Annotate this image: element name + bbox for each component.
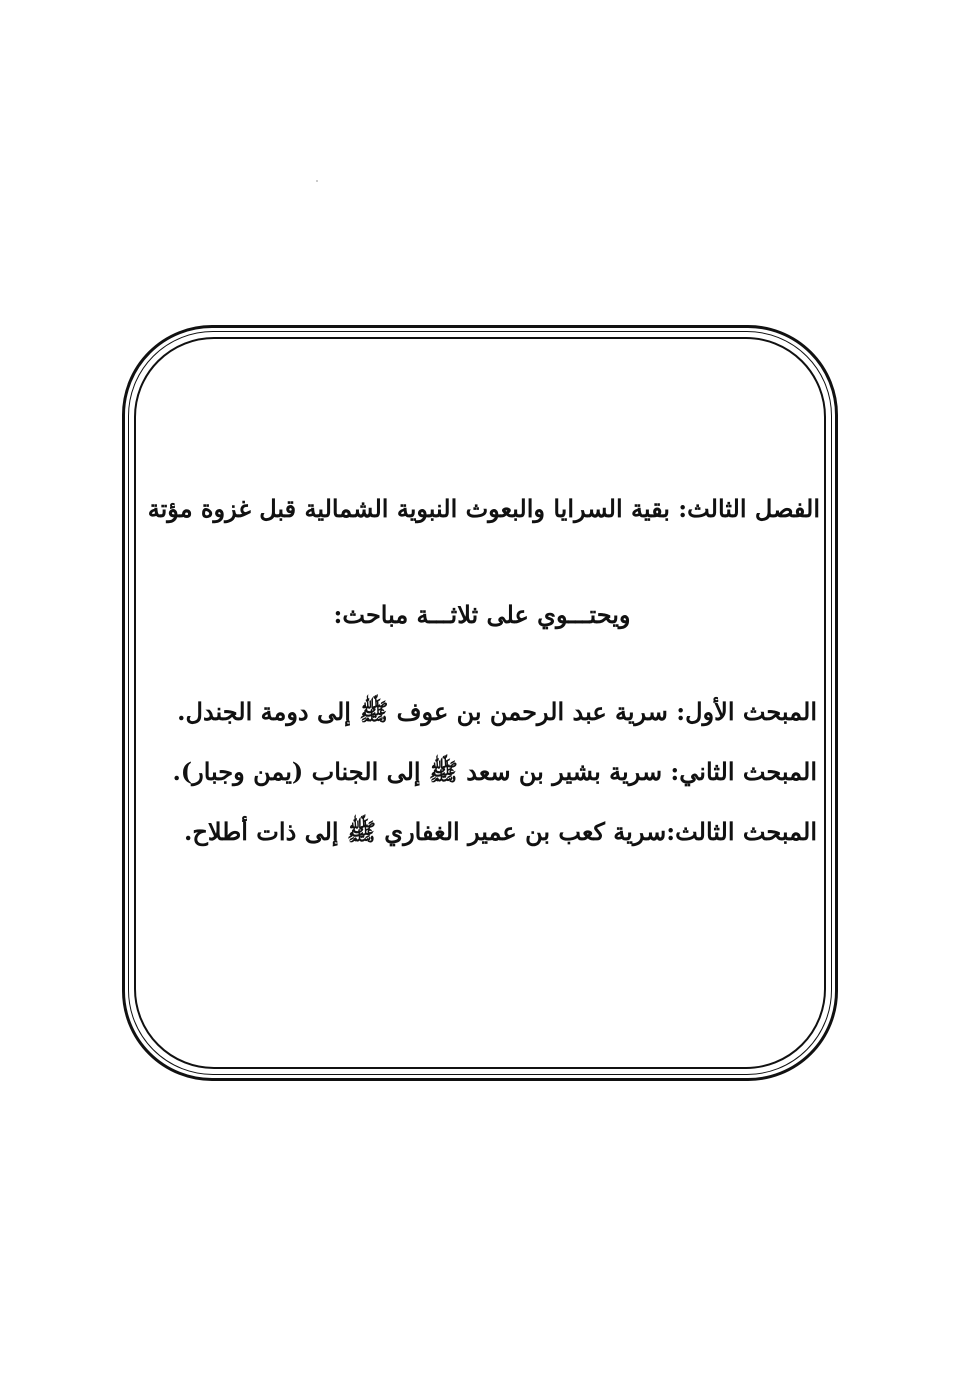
section-item: المبحث الثاني: سرية بشير بن سعد ﷺ إلى الجناب (يمن وجبار). (172, 757, 817, 786)
section-item: المبحث الأول: سرية عبد الرحمن بن عوف ﷺ إلى دومة الجندل. (177, 697, 817, 726)
chapter-title: الفصل الثالث: بقية السرايا والبعوث النبوية الشمالية قبل غزوة مؤتة (147, 494, 820, 523)
scan-speck (316, 180, 318, 182)
contains-line: ويحتـــوي على ثلاثـــة مباحث: (333, 600, 631, 629)
section-item: المبحث الثالث:سرية كعب بن عمير الغفاري ﷺ إلى ذات أطلاح. (184, 817, 817, 846)
